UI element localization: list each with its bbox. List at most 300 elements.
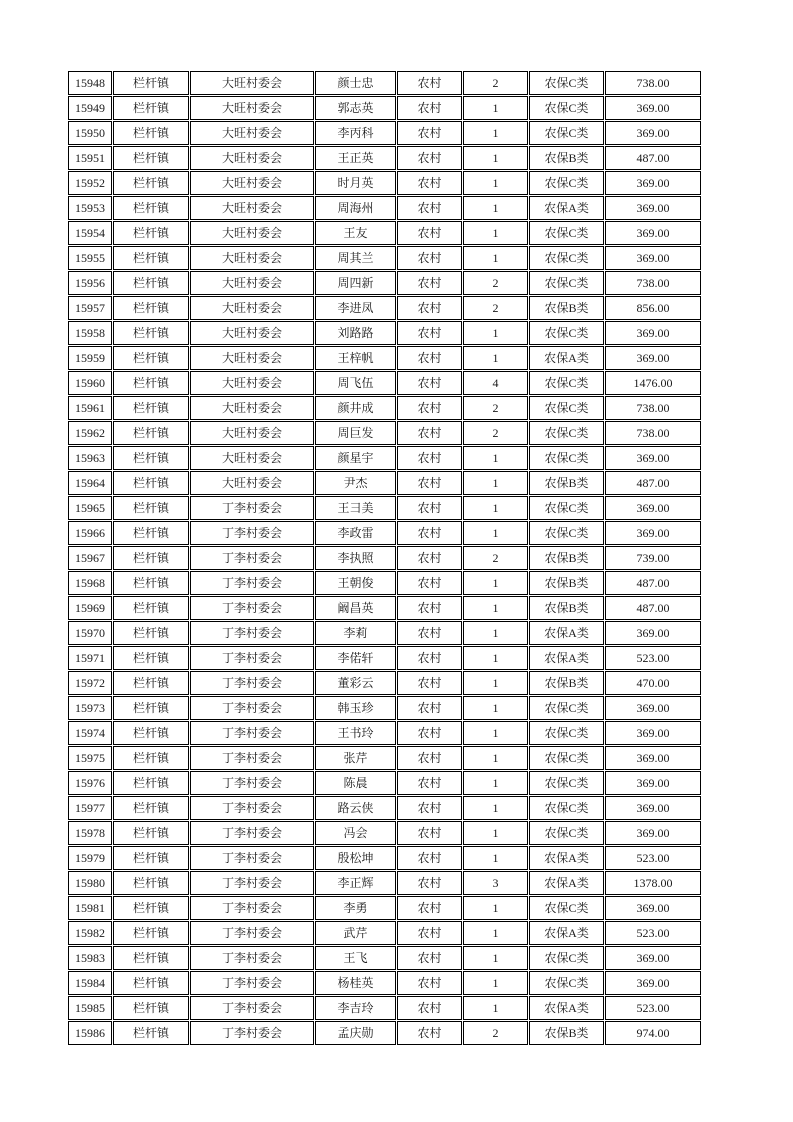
cell-village: 大旺村委会 bbox=[190, 271, 314, 295]
cell-town: 栏杆镇 bbox=[113, 496, 189, 520]
cell-town: 栏杆镇 bbox=[113, 296, 189, 320]
cell-insurance_category: 农保C类 bbox=[529, 946, 604, 970]
cell-person_count: 1 bbox=[463, 621, 528, 645]
table-row bbox=[68, 546, 701, 570]
cell-town: 栏杆镇 bbox=[113, 771, 189, 795]
cell-residence_type: 农村 bbox=[397, 171, 462, 195]
cell-person_count: 2 bbox=[463, 421, 528, 445]
cell-amount: 369.00 bbox=[605, 246, 701, 270]
cell-town: 栏杆镇 bbox=[113, 571, 189, 595]
cell-village: 丁李村委会 bbox=[190, 846, 314, 870]
cell-amount: 369.00 bbox=[605, 821, 701, 845]
cell-person_count: 1 bbox=[463, 446, 528, 470]
cell-amount: 369.00 bbox=[605, 496, 701, 520]
cell-person_count: 1 bbox=[463, 796, 528, 820]
table-row bbox=[68, 1021, 701, 1045]
cell-name: 殷松坤 bbox=[315, 846, 396, 870]
cell-residence_type: 农村 bbox=[397, 521, 462, 545]
cell-amount: 487.00 bbox=[605, 146, 701, 170]
cell-insurance_category: 农保C类 bbox=[529, 371, 604, 395]
cell-village: 丁李村委会 bbox=[190, 771, 314, 795]
cell-serial: 15963 bbox=[68, 446, 112, 470]
cell-person_count: 1 bbox=[463, 971, 528, 995]
cell-town: 栏杆镇 bbox=[113, 871, 189, 895]
cell-village: 丁李村委会 bbox=[190, 971, 314, 995]
cell-insurance_category: 农保C类 bbox=[529, 771, 604, 795]
table-row bbox=[68, 871, 701, 895]
cell-serial: 15973 bbox=[68, 696, 112, 720]
cell-amount: 369.00 bbox=[605, 446, 701, 470]
cell-village: 丁李村委会 bbox=[190, 621, 314, 645]
table-row bbox=[68, 971, 701, 995]
cell-serial: 15967 bbox=[68, 546, 112, 570]
cell-village: 大旺村委会 bbox=[190, 396, 314, 420]
cell-serial: 15957 bbox=[68, 296, 112, 320]
cell-amount: 369.00 bbox=[605, 171, 701, 195]
cell-village: 大旺村委会 bbox=[190, 246, 314, 270]
cell-village: 丁李村委会 bbox=[190, 1021, 314, 1045]
cell-person_count: 1 bbox=[463, 96, 528, 120]
cell-serial: 15961 bbox=[68, 396, 112, 420]
cell-amount: 369.00 bbox=[605, 196, 701, 220]
cell-insurance_category: 农保C类 bbox=[529, 246, 604, 270]
cell-residence_type: 农村 bbox=[397, 696, 462, 720]
cell-amount: 470.00 bbox=[605, 671, 701, 695]
cell-person_count: 1 bbox=[463, 471, 528, 495]
cell-serial: 15980 bbox=[68, 871, 112, 895]
cell-village: 丁李村委会 bbox=[190, 546, 314, 570]
cell-person_count: 1 bbox=[463, 246, 528, 270]
cell-village: 丁李村委会 bbox=[190, 746, 314, 770]
cell-serial: 15982 bbox=[68, 921, 112, 945]
cell-insurance_category: 农保A类 bbox=[529, 921, 604, 945]
cell-town: 栏杆镇 bbox=[113, 121, 189, 145]
cell-amount: 738.00 bbox=[605, 421, 701, 445]
cell-village: 大旺村委会 bbox=[190, 371, 314, 395]
cell-village: 丁李村委会 bbox=[190, 721, 314, 745]
cell-name: 李丙科 bbox=[315, 121, 396, 145]
table-body bbox=[68, 71, 701, 1045]
cell-village: 大旺村委会 bbox=[190, 121, 314, 145]
cell-town: 栏杆镇 bbox=[113, 71, 189, 95]
table-row bbox=[68, 396, 701, 420]
cell-insurance_category: 农保C类 bbox=[529, 221, 604, 245]
cell-insurance_category: 农保C类 bbox=[529, 821, 604, 845]
cell-name: 杨桂英 bbox=[315, 971, 396, 995]
cell-amount: 369.00 bbox=[605, 771, 701, 795]
cell-village: 丁李村委会 bbox=[190, 646, 314, 670]
cell-town: 栏杆镇 bbox=[113, 596, 189, 620]
cell-insurance_category: 农保C类 bbox=[529, 896, 604, 920]
cell-village: 丁李村委会 bbox=[190, 571, 314, 595]
cell-person_count: 2 bbox=[463, 71, 528, 95]
cell-serial: 15949 bbox=[68, 96, 112, 120]
cell-amount: 738.00 bbox=[605, 396, 701, 420]
cell-amount: 856.00 bbox=[605, 296, 701, 320]
cell-insurance_category: 农保A类 bbox=[529, 621, 604, 645]
cell-village: 丁李村委会 bbox=[190, 821, 314, 845]
cell-residence_type: 农村 bbox=[397, 846, 462, 870]
cell-amount: 369.00 bbox=[605, 346, 701, 370]
cell-amount: 369.00 bbox=[605, 621, 701, 645]
cell-serial: 15985 bbox=[68, 996, 112, 1020]
cell-town: 栏杆镇 bbox=[113, 246, 189, 270]
cell-person_count: 2 bbox=[463, 1021, 528, 1045]
cell-village: 丁李村委会 bbox=[190, 596, 314, 620]
cell-amount: 369.00 bbox=[605, 521, 701, 545]
cell-insurance_category: 农保B类 bbox=[529, 671, 604, 695]
cell-town: 栏杆镇 bbox=[113, 221, 189, 245]
cell-person_count: 1 bbox=[463, 846, 528, 870]
cell-residence_type: 农村 bbox=[397, 396, 462, 420]
table-row bbox=[68, 71, 701, 95]
cell-person_count: 1 bbox=[463, 221, 528, 245]
cell-serial: 15955 bbox=[68, 246, 112, 270]
cell-name: 周海州 bbox=[315, 196, 396, 220]
cell-amount: 369.00 bbox=[605, 896, 701, 920]
cell-serial: 15951 bbox=[68, 146, 112, 170]
cell-name: 李偌轩 bbox=[315, 646, 396, 670]
cell-name: 王彐美 bbox=[315, 496, 396, 520]
cell-town: 栏杆镇 bbox=[113, 446, 189, 470]
cell-person_count: 4 bbox=[463, 371, 528, 395]
cell-town: 栏杆镇 bbox=[113, 646, 189, 670]
cell-town: 栏杆镇 bbox=[113, 946, 189, 970]
cell-residence_type: 农村 bbox=[397, 746, 462, 770]
cell-name: 李勇 bbox=[315, 896, 396, 920]
cell-insurance_category: 农保C类 bbox=[529, 521, 604, 545]
cell-residence_type: 农村 bbox=[397, 646, 462, 670]
table-row bbox=[68, 671, 701, 695]
cell-residence_type: 农村 bbox=[397, 921, 462, 945]
cell-serial: 15971 bbox=[68, 646, 112, 670]
cell-serial: 15976 bbox=[68, 771, 112, 795]
cell-person_count: 1 bbox=[463, 896, 528, 920]
cell-insurance_category: 农保B类 bbox=[529, 146, 604, 170]
cell-serial: 15964 bbox=[68, 471, 112, 495]
table-row bbox=[68, 846, 701, 870]
cell-name: 颜士忠 bbox=[315, 71, 396, 95]
cell-amount: 1476.00 bbox=[605, 371, 701, 395]
cell-town: 栏杆镇 bbox=[113, 971, 189, 995]
cell-insurance_category: 农保C类 bbox=[529, 796, 604, 820]
cell-amount: 369.00 bbox=[605, 321, 701, 345]
cell-residence_type: 农村 bbox=[397, 471, 462, 495]
cell-person_count: 1 bbox=[463, 996, 528, 1020]
cell-residence_type: 农村 bbox=[397, 96, 462, 120]
cell-amount: 487.00 bbox=[605, 596, 701, 620]
cell-amount: 523.00 bbox=[605, 846, 701, 870]
table-row bbox=[68, 221, 701, 245]
cell-name: 李莉 bbox=[315, 621, 396, 645]
cell-name: 孟庆勋 bbox=[315, 1021, 396, 1045]
cell-person_count: 1 bbox=[463, 146, 528, 170]
cell-name: 王梓帆 bbox=[315, 346, 396, 370]
cell-residence_type: 农村 bbox=[397, 496, 462, 520]
cell-residence_type: 农村 bbox=[397, 971, 462, 995]
cell-name: 阚昌英 bbox=[315, 596, 396, 620]
cell-amount: 369.00 bbox=[605, 221, 701, 245]
cell-amount: 738.00 bbox=[605, 71, 701, 95]
cell-insurance_category: 农保C类 bbox=[529, 171, 604, 195]
cell-serial: 15979 bbox=[68, 846, 112, 870]
table-row bbox=[68, 596, 701, 620]
cell-amount: 974.00 bbox=[605, 1021, 701, 1045]
cell-village: 大旺村委会 bbox=[190, 96, 314, 120]
cell-town: 栏杆镇 bbox=[113, 1021, 189, 1045]
cell-village: 丁李村委会 bbox=[190, 496, 314, 520]
table-row bbox=[68, 571, 701, 595]
cell-town: 栏杆镇 bbox=[113, 171, 189, 195]
cell-name: 时月英 bbox=[315, 171, 396, 195]
cell-residence_type: 农村 bbox=[397, 946, 462, 970]
cell-insurance_category: 农保C类 bbox=[529, 121, 604, 145]
cell-residence_type: 农村 bbox=[397, 671, 462, 695]
cell-town: 栏杆镇 bbox=[113, 546, 189, 570]
cell-residence_type: 农村 bbox=[397, 771, 462, 795]
cell-serial: 15965 bbox=[68, 496, 112, 520]
cell-name: 武芹 bbox=[315, 921, 396, 945]
cell-person_count: 1 bbox=[463, 921, 528, 945]
cell-insurance_category: 农保C类 bbox=[529, 971, 604, 995]
cell-residence_type: 农村 bbox=[397, 621, 462, 645]
cell-person_count: 2 bbox=[463, 396, 528, 420]
cell-insurance_category: 农保C类 bbox=[529, 746, 604, 770]
cell-residence_type: 农村 bbox=[397, 346, 462, 370]
cell-serial: 15986 bbox=[68, 1021, 112, 1045]
cell-residence_type: 农村 bbox=[397, 546, 462, 570]
cell-town: 栏杆镇 bbox=[113, 271, 189, 295]
table-row bbox=[68, 896, 701, 920]
cell-town: 栏杆镇 bbox=[113, 421, 189, 445]
cell-name: 董彩云 bbox=[315, 671, 396, 695]
table-row bbox=[68, 721, 701, 745]
cell-person_count: 1 bbox=[463, 571, 528, 595]
cell-insurance_category: 农保C类 bbox=[529, 446, 604, 470]
cell-name: 李正辉 bbox=[315, 871, 396, 895]
cell-name: 路云侠 bbox=[315, 796, 396, 820]
cell-name: 周四新 bbox=[315, 271, 396, 295]
cell-town: 栏杆镇 bbox=[113, 146, 189, 170]
cell-village: 丁李村委会 bbox=[190, 896, 314, 920]
cell-person_count: 1 bbox=[463, 346, 528, 370]
cell-village: 大旺村委会 bbox=[190, 346, 314, 370]
cell-person_count: 2 bbox=[463, 271, 528, 295]
cell-serial: 15969 bbox=[68, 596, 112, 620]
cell-village: 丁李村委会 bbox=[190, 921, 314, 945]
cell-residence_type: 农村 bbox=[397, 221, 462, 245]
cell-insurance_category: 农保A类 bbox=[529, 646, 604, 670]
cell-village: 丁李村委会 bbox=[190, 521, 314, 545]
table-row bbox=[68, 996, 701, 1020]
cell-village: 丁李村委会 bbox=[190, 796, 314, 820]
cell-name: 颜井成 bbox=[315, 396, 396, 420]
cell-serial: 15977 bbox=[68, 796, 112, 820]
table-row bbox=[68, 321, 701, 345]
cell-name: 王友 bbox=[315, 221, 396, 245]
cell-town: 栏杆镇 bbox=[113, 621, 189, 645]
cell-insurance_category: 农保C类 bbox=[529, 696, 604, 720]
table-row bbox=[68, 821, 701, 845]
cell-town: 栏杆镇 bbox=[113, 96, 189, 120]
cell-name: 郭志英 bbox=[315, 96, 396, 120]
cell-amount: 739.00 bbox=[605, 546, 701, 570]
table-row bbox=[68, 96, 701, 120]
cell-person_count: 1 bbox=[463, 746, 528, 770]
cell-town: 栏杆镇 bbox=[113, 896, 189, 920]
table-row bbox=[68, 346, 701, 370]
cell-serial: 15978 bbox=[68, 821, 112, 845]
cell-name: 冯会 bbox=[315, 821, 396, 845]
table-row bbox=[68, 796, 701, 820]
cell-name: 周其兰 bbox=[315, 246, 396, 270]
cell-insurance_category: 农保C类 bbox=[529, 321, 604, 345]
cell-name: 李政雷 bbox=[315, 521, 396, 545]
cell-serial: 15959 bbox=[68, 346, 112, 370]
cell-town: 栏杆镇 bbox=[113, 396, 189, 420]
cell-person_count: 2 bbox=[463, 296, 528, 320]
cell-residence_type: 农村 bbox=[397, 896, 462, 920]
cell-town: 栏杆镇 bbox=[113, 921, 189, 945]
cell-village: 丁李村委会 bbox=[190, 671, 314, 695]
table-row bbox=[68, 371, 701, 395]
cell-village: 丁李村委会 bbox=[190, 696, 314, 720]
table-row bbox=[68, 271, 701, 295]
cell-residence_type: 农村 bbox=[397, 196, 462, 220]
cell-village: 大旺村委会 bbox=[190, 471, 314, 495]
cell-residence_type: 农村 bbox=[397, 271, 462, 295]
cell-serial: 15952 bbox=[68, 171, 112, 195]
cell-person_count: 2 bbox=[463, 546, 528, 570]
cell-serial: 15956 bbox=[68, 271, 112, 295]
cell-amount: 369.00 bbox=[605, 121, 701, 145]
cell-amount: 1378.00 bbox=[605, 871, 701, 895]
cell-person_count: 1 bbox=[463, 821, 528, 845]
cell-person_count: 1 bbox=[463, 496, 528, 520]
cell-amount: 523.00 bbox=[605, 921, 701, 945]
table-row bbox=[68, 446, 701, 470]
cell-town: 栏杆镇 bbox=[113, 696, 189, 720]
table-row bbox=[68, 771, 701, 795]
cell-person_count: 1 bbox=[463, 521, 528, 545]
cell-amount: 369.00 bbox=[605, 946, 701, 970]
cell-insurance_category: 农保A类 bbox=[529, 346, 604, 370]
cell-serial: 15968 bbox=[68, 571, 112, 595]
cell-name: 韩玉珍 bbox=[315, 696, 396, 720]
table-row bbox=[68, 196, 701, 220]
table-row bbox=[68, 921, 701, 945]
cell-town: 栏杆镇 bbox=[113, 346, 189, 370]
cell-insurance_category: 农保A类 bbox=[529, 871, 604, 895]
cell-serial: 15981 bbox=[68, 896, 112, 920]
cell-serial: 15962 bbox=[68, 421, 112, 445]
cell-residence_type: 农村 bbox=[397, 296, 462, 320]
cell-insurance_category: 农保C类 bbox=[529, 71, 604, 95]
table-row bbox=[68, 421, 701, 445]
cell-insurance_category: 农保A类 bbox=[529, 196, 604, 220]
cell-insurance_category: 农保C类 bbox=[529, 421, 604, 445]
table-row bbox=[68, 296, 701, 320]
cell-residence_type: 农村 bbox=[397, 596, 462, 620]
cell-serial: 15960 bbox=[68, 371, 112, 395]
table-row bbox=[68, 471, 701, 495]
cell-person_count: 1 bbox=[463, 771, 528, 795]
cell-person_count: 1 bbox=[463, 696, 528, 720]
cell-amount: 369.00 bbox=[605, 746, 701, 770]
table-row bbox=[68, 121, 701, 145]
cell-village: 大旺村委会 bbox=[190, 221, 314, 245]
cell-town: 栏杆镇 bbox=[113, 721, 189, 745]
cell-name: 颜星宇 bbox=[315, 446, 396, 470]
table-row bbox=[68, 521, 701, 545]
table-row bbox=[68, 246, 701, 270]
cell-residence_type: 农村 bbox=[397, 421, 462, 445]
cell-person_count: 1 bbox=[463, 171, 528, 195]
cell-village: 大旺村委会 bbox=[190, 71, 314, 95]
cell-amount: 738.00 bbox=[605, 271, 701, 295]
cell-residence_type: 农村 bbox=[397, 821, 462, 845]
cell-name: 陈晨 bbox=[315, 771, 396, 795]
cell-insurance_category: 农保A类 bbox=[529, 996, 604, 1020]
cell-serial: 15954 bbox=[68, 221, 112, 245]
cell-town: 栏杆镇 bbox=[113, 321, 189, 345]
cell-person_count: 1 bbox=[463, 671, 528, 695]
cell-serial: 15984 bbox=[68, 971, 112, 995]
cell-name: 王飞 bbox=[315, 946, 396, 970]
cell-town: 栏杆镇 bbox=[113, 746, 189, 770]
cell-residence_type: 农村 bbox=[397, 721, 462, 745]
cell-serial: 15974 bbox=[68, 721, 112, 745]
cell-town: 栏杆镇 bbox=[113, 996, 189, 1020]
cell-name: 李进凤 bbox=[315, 296, 396, 320]
cell-town: 栏杆镇 bbox=[113, 521, 189, 545]
cell-village: 大旺村委会 bbox=[190, 421, 314, 445]
cell-serial: 15983 bbox=[68, 946, 112, 970]
cell-amount: 523.00 bbox=[605, 646, 701, 670]
table-row bbox=[68, 171, 701, 195]
cell-residence_type: 农村 bbox=[397, 246, 462, 270]
cell-person_count: 1 bbox=[463, 121, 528, 145]
cell-person_count: 1 bbox=[463, 196, 528, 220]
cell-residence_type: 农村 bbox=[397, 571, 462, 595]
cell-town: 栏杆镇 bbox=[113, 846, 189, 870]
cell-person_count: 1 bbox=[463, 596, 528, 620]
cell-residence_type: 农村 bbox=[397, 321, 462, 345]
cell-amount: 369.00 bbox=[605, 96, 701, 120]
cell-residence_type: 农村 bbox=[397, 446, 462, 470]
cell-residence_type: 农村 bbox=[397, 71, 462, 95]
cell-serial: 15958 bbox=[68, 321, 112, 345]
cell-name: 李执照 bbox=[315, 546, 396, 570]
cell-person_count: 1 bbox=[463, 721, 528, 745]
table-row bbox=[68, 746, 701, 770]
cell-name: 王朝俊 bbox=[315, 571, 396, 595]
cell-serial: 15970 bbox=[68, 621, 112, 645]
cell-residence_type: 农村 bbox=[397, 996, 462, 1020]
cell-amount: 523.00 bbox=[605, 996, 701, 1020]
cell-insurance_category: 农保B类 bbox=[529, 546, 604, 570]
cell-town: 栏杆镇 bbox=[113, 196, 189, 220]
cell-town: 栏杆镇 bbox=[113, 671, 189, 695]
cell-insurance_category: 农保B类 bbox=[529, 296, 604, 320]
cell-village: 大旺村委会 bbox=[190, 446, 314, 470]
cell-amount: 487.00 bbox=[605, 571, 701, 595]
cell-town: 栏杆镇 bbox=[113, 821, 189, 845]
insurance-subsidy-table bbox=[67, 70, 702, 1046]
cell-amount: 369.00 bbox=[605, 971, 701, 995]
cell-amount: 487.00 bbox=[605, 471, 701, 495]
cell-insurance_category: 农保B类 bbox=[529, 1021, 604, 1045]
